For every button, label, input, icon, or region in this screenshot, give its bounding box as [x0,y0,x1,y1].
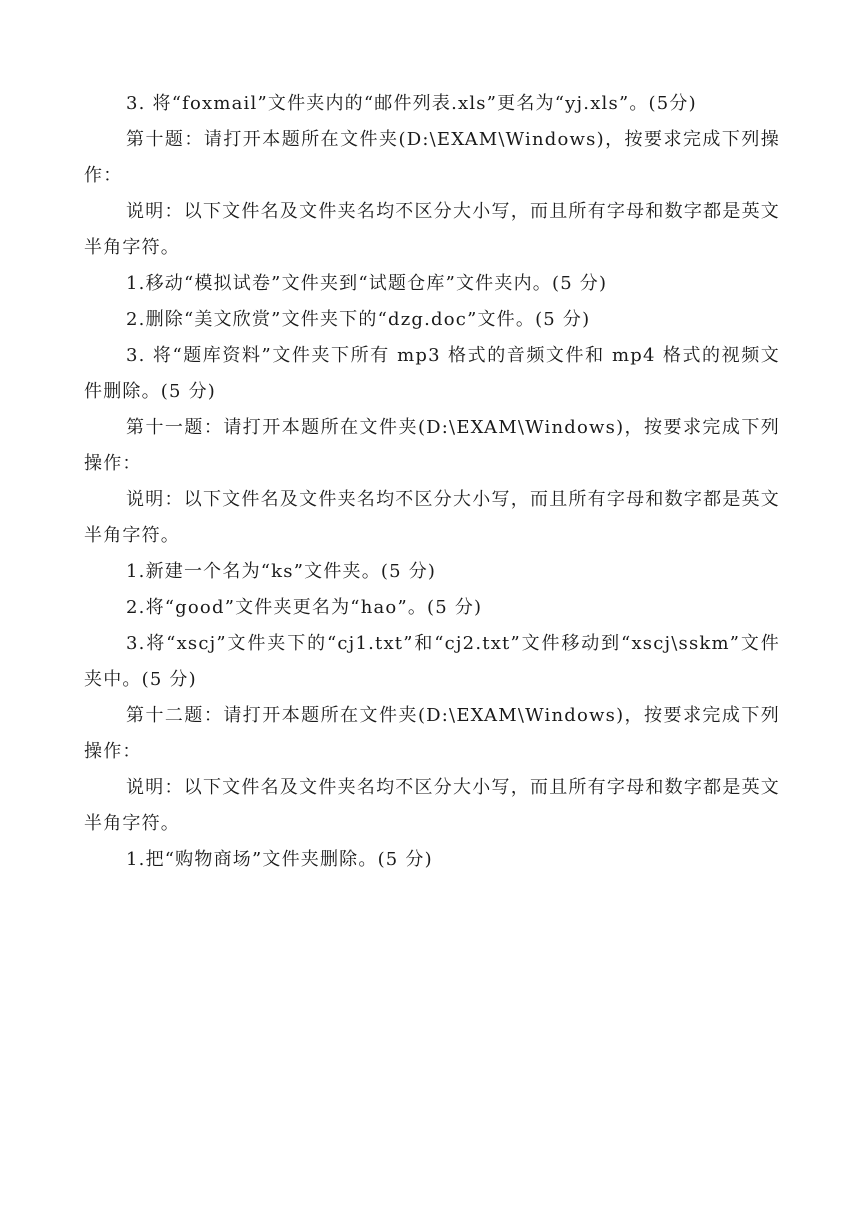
paragraph-q11-heading: 第十一题：请打开本题所在文件夹(D:\EXAM\Windows)，按要求完成下列操作： [84,417,780,474]
paragraph-q11-note: 说明：以下文件名及文件夹名均不区分大小写，而且所有字母和数字都是英文半角字符。 [84,489,780,546]
paragraph-q10-heading: 第十题：请打开本题所在文件夹(D:\EXAM\Windows)，按要求完成下列操作： [84,129,780,186]
paragraph-q10-note: 说明：以下文件名及文件夹名均不区分大小写，而且所有字母和数字都是英文半角字符。 [84,201,780,258]
document-page [84,86,780,878]
paragraph-q12-note: 说明：以下文件名及文件夹名均不区分大小写，而且所有字母和数字都是英文半角字符。 [84,777,780,834]
paragraph-q11-item-3: 3.将“xscj”文件夹下的“cj1.txt”和“cj2.txt”文件移动到“xscj\sskm”文件夹中。(5 分) [84,633,780,690]
paragraph-q12-item-1: 1.把“购物商场”文件夹删除。(5 分) [126,849,433,870]
paragraph-q10-item-1: 1.移动“模拟试卷”文件夹到“试题仓库”文件夹内。(5 分) [126,273,608,294]
paragraph-q11-item-1: 1.新建一个名为“ks”文件夹。(5 分) [126,561,437,582]
paragraph-q12-heading: 第十二题：请打开本题所在文件夹(D:\EXAM\Windows)，按要求完成下列操作： [84,705,780,762]
paragraph-q10-item-3: 3. 将“题库资料”文件夹下所有 mp3 格式的音频文件和 mp4 格式的视频文件删除。(5 分) [84,345,780,402]
paragraph-q9-item-3: 3. 将“foxmail”文件夹内的“邮件列表.xls”更名为“yj.xls”。(5分) [126,93,697,114]
paragraph-q11-item-2: 2.将“good”文件夹更名为“hao”。(5 分) [126,597,483,618]
paragraph-q10-item-2: 2.删除“美文欣赏”文件夹下的“dzg.doc”文件。(5 分) [126,309,591,330]
